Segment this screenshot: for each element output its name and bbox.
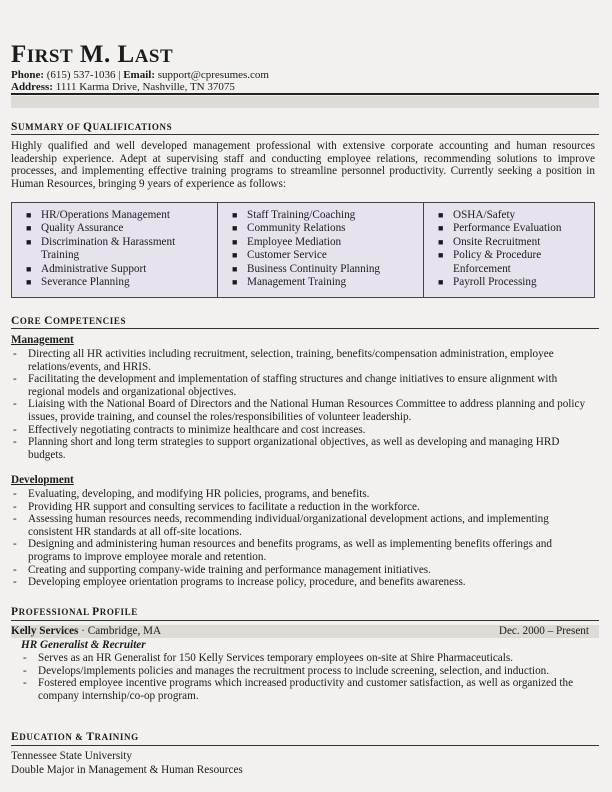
bullet-icon: ■ — [438, 236, 444, 247]
qualification-item: ■ Management Training — [232, 276, 347, 289]
qualifications-column — [218, 203, 424, 297]
bullet-icon: ■ — [26, 263, 32, 274]
heading-part: T — [86, 731, 95, 743]
list-item: - Planning short and long term strategies to support organizational objectives, as well as developing and managing HRD budgets. — [13, 436, 560, 461]
heading-part: Q — [83, 121, 93, 133]
qualification-item: ■ HR/Operations Management — [26, 209, 170, 221]
heading-part: OMPETENCIES — [52, 316, 127, 326]
section-rule — [11, 134, 599, 135]
email-label: Email: — [123, 69, 155, 81]
candidate-name — [11, 42, 173, 70]
section-rule — [11, 328, 599, 329]
bullet-icon: ■ — [26, 210, 32, 220]
bullet-icon: ■ — [232, 223, 238, 234]
bullet-icon: ■ — [438, 250, 444, 261]
list-item: - Providing HR support and consulting services to facilitate a reduction in the workforce. — [13, 500, 420, 513]
list-item: - Effectively negotiating contracts to minimize healthcare and cost increases. — [13, 423, 366, 436]
job-dates: Dec. 2000 – Present — [498, 625, 589, 637]
list-item: - Assessing human resources needs, recommending individual/organizational development actions, and implementing consistent HR standards at all off-site locations. — [13, 513, 549, 538]
qualification-item: ■ Business Continuity Planning — [232, 262, 381, 275]
name-part: F — [11, 41, 27, 68]
development-subheading: Development — [11, 474, 74, 486]
heading-part: UALIFICATIONS — [92, 122, 173, 132]
heading-part: ROFILE — [99, 607, 138, 617]
section-rule — [11, 745, 599, 746]
list-item: - Evaluating, developing, and modifying HR policies, programs, and benefits. — [13, 488, 370, 500]
job-location: · Cambridge, MA — [78, 625, 162, 637]
bullet-icon: ■ — [232, 210, 238, 220]
email-value[interactable]: support@cpresumes.com — [157, 69, 269, 81]
management-subheading: Management — [11, 334, 74, 346]
bullet-icon: ■ — [26, 223, 32, 234]
section-rule — [11, 620, 599, 621]
heading-part: S — [11, 121, 18, 133]
heading-part: UMMARY OF — [18, 122, 84, 132]
qualification-item: ■ Staff Training/Coaching — [232, 209, 356, 221]
bullet-icon: ■ — [438, 277, 444, 288]
list-item: - Designing and administering human resources and benefits programs, as well as implementing benefits offerings and programs to improve employee morale and retention. — [13, 538, 552, 563]
qualification-item: ■ Administrative Support — [26, 262, 147, 275]
list-item: - Develops/implements policies and manages the recruitment process to include screening, selection, and induction. — [23, 664, 550, 677]
heading-part: P — [11, 606, 19, 618]
bullet-icon: ■ — [232, 263, 238, 274]
phone-label: Phone: — [11, 69, 44, 81]
development-list — [11, 488, 595, 589]
qualification-item: ■ Performance Evaluation — [438, 222, 562, 235]
name-part: M. — [73, 41, 118, 68]
heading-part: ORE — [19, 316, 45, 326]
bullet-icon: ■ — [232, 250, 238, 261]
competencies-heading — [11, 315, 126, 328]
address-value: 1111 Karma Drive, Nashville, TN 37075 — [55, 81, 235, 93]
degree: Double Major in Management & Human Resources — [11, 764, 243, 776]
header-band — [11, 96, 599, 108]
list-item: - Fostered employee incentive programs which increased productivity and customer satisfaction, as well as organized the company internship/co-op program. — [23, 677, 574, 702]
bullet-icon: ■ — [26, 236, 32, 247]
list-item: - Developing employee orientation programs to increase policy, procedure, and benefits awareness. — [13, 576, 466, 589]
list-item: - Facilitating the development and implementation of staffing structures and change initiatives to ensure alignment with regional models and organizational objectives. — [13, 373, 558, 398]
list-item: - Directing all HR activities including recruitment, selection, training, benefits/compensation administration, employee relations/events, and HRIS. — [13, 348, 554, 373]
education-heading — [11, 731, 139, 744]
address-label: Address: — [11, 81, 53, 93]
qualification-item: ■ Payroll Processing — [438, 276, 537, 289]
job-title: HR Generalist & Recruiter — [21, 639, 146, 651]
bullet-icon: ■ — [232, 236, 238, 247]
qualification-item: ■ Severance Planning — [26, 276, 130, 289]
qualification-item: ■ Employee Mediation — [232, 235, 342, 248]
heading-part: P — [92, 606, 100, 618]
school-name: Tennessee State University — [11, 750, 133, 762]
company-name: Kelly Services — [11, 625, 79, 637]
bullet-icon: ■ — [232, 277, 238, 288]
heading-part: C — [44, 315, 53, 327]
heading-part: E — [11, 731, 20, 743]
list-item: - Creating and supporting company-wide training and performance management initiatives. — [13, 563, 431, 576]
qualification-item: ■ Onsite Recruitment — [438, 235, 541, 248]
qualification-item: ■ Policy & Procedure Enforcement — [438, 249, 542, 275]
heading-part: C — [11, 315, 20, 327]
bullet-icon: ■ — [438, 210, 444, 220]
qualification-item: ■ Customer Service — [232, 249, 327, 262]
qualifications-box — [11, 202, 595, 298]
qualifications-column — [424, 203, 594, 297]
qualification-item: ■ OSHA/Safety — [438, 209, 516, 221]
list-item: - Liaising with the National Board of Directors and the National Human Resources Committee to address planning and policy issues, provide training, and counsel the roles/responsibilities of volunteer leadership. — [13, 398, 586, 423]
name-part: AST — [134, 46, 174, 67]
profile-heading — [11, 606, 138, 619]
qualification-item: ■ Quality Assurance — [26, 222, 124, 235]
list-item: - Serves as an HR Generalist for 150 Kelly Services temporary employees on-site at Shire Pharmaceuticals. — [23, 652, 514, 664]
heading-part: ROFESSIONAL — [18, 607, 93, 617]
job-header — [11, 625, 599, 638]
phone-value: (615) 537-1036 — [46, 69, 116, 81]
heading-part: DUCATION & — [19, 732, 87, 742]
name-part: IRST — [26, 46, 74, 67]
address-line — [11, 81, 235, 93]
contact-line: Phone: (615) 537-1036 | Email: support@cpresumes.com — [11, 69, 269, 81]
header-divider — [11, 93, 599, 95]
bullet-icon: ■ — [438, 223, 444, 234]
job-duties-list — [21, 652, 581, 702]
summary-paragraph: Highly qualified and well developed management professional with extensive corporate accounting and human resources leadership experience. Adept at supervising staff and conducting employee relations, recommending solutions to improve processes, and implementing effective training programs to streamline personnel productivity. Currently seeking a position in Human Resources, bringing 9 years of experience as follows: — [11, 140, 595, 190]
summary-heading — [11, 121, 172, 134]
management-list — [11, 348, 595, 461]
name-part: L — [117, 41, 135, 68]
heading-part: RAINING — [94, 732, 139, 742]
bullet-icon: ■ — [26, 277, 32, 288]
qualification-item: ■ Discrimination & Harassment Training — [26, 235, 176, 262]
qualification-item: ■ Community Relations — [232, 222, 346, 235]
qualifications-column — [12, 203, 218, 297]
